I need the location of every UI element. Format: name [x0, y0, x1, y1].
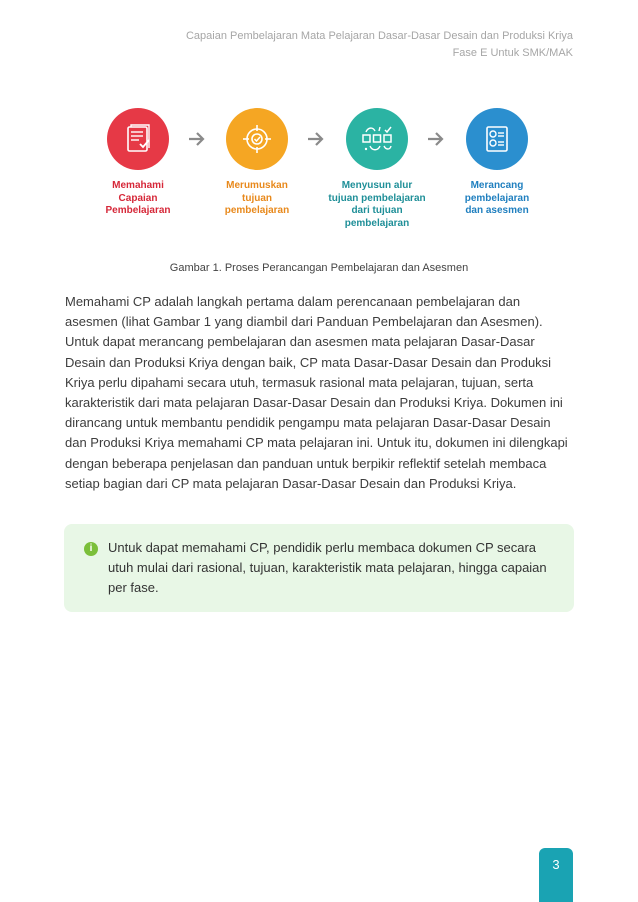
page-number: 3 [539, 848, 573, 902]
document-checklist-icon [121, 122, 155, 156]
flow-nodes-icon [359, 122, 395, 156]
target-icon [240, 122, 274, 156]
step-4-circle [466, 108, 528, 170]
figure-caption: Gambar 1. Proses Perancangan Pembelajaran dan Asesmen [169, 262, 469, 274]
step-3-circle [346, 108, 408, 170]
step-2-label: Merumuskan tujuan pembelajaran [224, 180, 290, 216]
running-header [186, 28, 573, 62]
step-arrange-flow [317, 108, 437, 230]
note-text: Untuk dapat memahami CP, pendidik perlu membaca dokumen CP secara utuh mulai dari rasional, tujuan, karakteristik mata pelajaran, hingga capaian per fase. [108, 540, 547, 595]
step-4-label: Merancang pembelajaran dan asesmen [464, 180, 530, 216]
body-paragraph: Memahami CP adalah langkah pertama dalam perencanaan pembelajaran dan asesmen (lihat Gambar 1 yang diambil dari Panduan Pembelajaran dan Asesmen). Untuk dapat merancang pembelajaran dan asesmen mata pelajaran Dasar-Dasar Desain dan Produksi Kriya dengan baik, CP mata Dasar-Dasar Desain dan Produksi Kriya perlu dipahami secara utuh, termasuk rasional mata pelajaran, tujuan, serta karakteristik dari mata pelajaran Dasar-Dasar Desain dan Produksi Kriya. Dokumen ini dirancang untuk membantu pendidik pengampu mata pelajaran Dasar-Dasar Desain dan Produksi Kriya memahami CP mata pelajaran ini. Untuk itu, dokumen ini dilengkapi dengan beberapa penjelasan dan panduan untuk berpikir reflektif setelah membaca setiap bagian dari CP mata pelajaran Dasar-Dasar Desain dan Produksi Kriya. [65, 294, 568, 491]
info-note-box [64, 524, 574, 612]
planning-document-icon [480, 122, 514, 156]
header-line-1: Capaian Pembelajaran Mata Pelajaran Dasar-Dasar Desain dan Produksi Kriya [185, 30, 573, 42]
step-design-learning [437, 108, 557, 218]
step-2-circle [226, 108, 288, 170]
step-understand-cp [78, 108, 198, 218]
step-formulate-goals [197, 108, 317, 218]
step-1-circle [107, 108, 169, 170]
process-diagram [0, 108, 638, 238]
info-icon: i [84, 542, 98, 556]
step-3-label: Menyusun alur tujuan pembelajaran dari tujuan pembelajaran [328, 180, 426, 229]
header-line-2: Fase E Untuk SMK/MAK [452, 47, 573, 59]
step-1-label: Memahami Capaian Pembelajaran [105, 180, 171, 216]
